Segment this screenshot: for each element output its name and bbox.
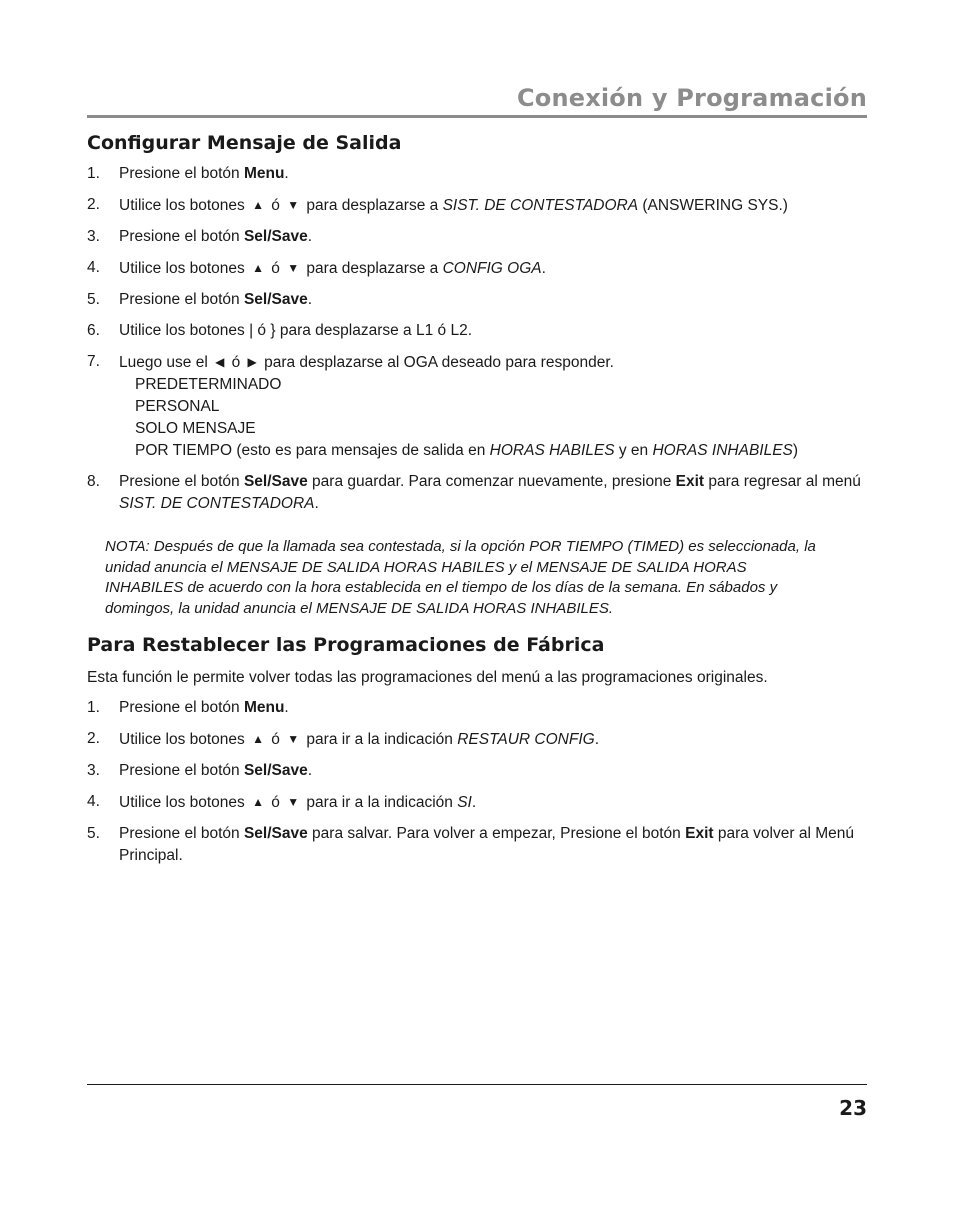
step-number: 2. (87, 730, 100, 747)
step-3 (87, 226, 867, 248)
step-6 (87, 320, 867, 342)
step-number: 7. (87, 353, 100, 370)
step-text: . (307, 762, 313, 779)
step-text: Utilice los botones (119, 197, 250, 214)
menu-option-label: CONFIG OGA (442, 260, 542, 277)
step-text: Presione el botón (119, 699, 244, 716)
option-text: HORAS INHABILES (652, 442, 793, 459)
option-item (135, 440, 867, 462)
step-text: . (284, 165, 289, 182)
step-text: . (307, 291, 313, 308)
step-4 (87, 257, 867, 280)
option-text: ) (792, 442, 799, 459)
step-number: 1. (87, 699, 100, 716)
step-number: 4. (87, 793, 100, 810)
step-text: ó (266, 260, 285, 277)
step-text: para ir a la indicación (302, 731, 458, 748)
sel-save-key-label: Sel/Save (243, 291, 308, 308)
option-text: POR TIEMPO (esto es para mensajes de salida en (135, 442, 490, 459)
menu-key-label: Menu (243, 165, 285, 182)
step-text: Luego use el (119, 354, 213, 371)
sel-save-key-label: Sel/Save (243, 825, 308, 842)
step-1 (87, 697, 867, 719)
step-number: 1. (87, 165, 100, 182)
step-text: ó (266, 731, 285, 748)
step-text: Utilice los botones (119, 731, 250, 748)
menu-option-label: SI (457, 794, 472, 811)
option-text: HORAS HABILES (489, 442, 615, 459)
step-text: para desplazarse a (302, 197, 443, 214)
menu-option-label: RESTAUR CONFIG (457, 731, 595, 748)
manual-page (87, 0, 867, 1215)
step-text: para ir a la indicación (302, 794, 458, 811)
step-text: Presione el botón (119, 291, 244, 308)
step-8 (87, 471, 867, 515)
option-item: SOLO MENSAJE (135, 420, 256, 437)
menu-option-label: SIST. DE CONTESTADORA (119, 495, 315, 512)
step-text: ó (266, 197, 285, 214)
step-text: (ANSWERING SYS.) (638, 197, 788, 214)
step-number: 8. (87, 473, 100, 490)
step-number: 2. (87, 196, 100, 213)
step-text: para desplazarse a (302, 260, 443, 277)
step-number: 6. (87, 322, 100, 339)
left-arrow-icon: ◀ (215, 355, 225, 369)
step-1 (87, 163, 867, 185)
option-text: y en (614, 442, 653, 459)
step-text: Presione el botón (119, 165, 244, 182)
step-2 (87, 194, 867, 217)
sel-save-key-label: Sel/Save (243, 762, 308, 779)
step-text: . (284, 699, 289, 716)
section-configurar-mensaje (87, 130, 867, 619)
section-title: Configurar Mensaje de Salida (87, 132, 402, 154)
step-number: 4. (87, 259, 100, 276)
exit-key-label: Exit (675, 473, 705, 490)
menu-key-label: Menu (243, 699, 285, 716)
step-text: para regresar al menú (704, 473, 861, 490)
option-item: PERSONAL (135, 398, 220, 415)
step-text: Utilice los botones (119, 794, 250, 811)
steps-list (87, 471, 867, 515)
footer-rule (87, 1084, 867, 1085)
up-arrow-icon: ▲ (252, 261, 264, 275)
up-arrow-icon: ▲ (252, 795, 264, 809)
step-text: para volver al Menú Principal. (119, 825, 854, 864)
step-number: 3. (87, 228, 100, 245)
step-text: Presione el botón (119, 228, 244, 245)
step-number: 3. (87, 762, 100, 779)
section-restablecer (87, 632, 867, 876)
section-intro: Esta función le permite volver todas las programaciones del menú a las programaciones originales. (87, 669, 768, 686)
step-number: 5. (87, 825, 100, 842)
step-text: Presione el botón (119, 825, 244, 842)
section-title: Para Restablecer las Programaciones de Fábrica (87, 634, 605, 656)
step-text: Presione el botón (119, 473, 244, 490)
step-text: . (471, 794, 477, 811)
step-5 (87, 289, 867, 311)
sel-save-key-label: Sel/Save (243, 473, 308, 490)
step-text: . (307, 228, 313, 245)
down-arrow-icon: ▼ (287, 261, 300, 275)
header-rule (87, 115, 867, 118)
step-text: para desplazarse al OGA deseado para responder. (259, 354, 614, 371)
step-text: para guardar. Para comenzar nuevamente, presione (307, 473, 676, 490)
running-header: Conexión y Programación (516, 84, 867, 112)
exit-key-label: Exit (685, 825, 714, 842)
step-text: . (594, 731, 600, 748)
up-arrow-icon: ▲ (252, 732, 264, 746)
up-arrow-icon: ▲ (252, 198, 264, 212)
step-text: para salvar. Para volver a empezar, Presione el botón (307, 825, 686, 842)
step-text: . (314, 495, 319, 512)
step-text: . (541, 260, 546, 277)
step-3 (87, 760, 867, 782)
page-number: 23 (839, 1096, 867, 1120)
step-2 (87, 728, 867, 751)
step-text: Presione el botón (119, 762, 244, 779)
down-arrow-icon: ▼ (287, 795, 300, 809)
steps-list (87, 163, 867, 374)
step-5 (87, 823, 867, 867)
option-item: PREDETERMINADO (135, 376, 282, 393)
note-paragraph: NOTA: Después de que la llamada sea contestada, si la opción POR TIEMPO (TIMED) es seleccionada, la unidad anuncia el MENSAJE DE SALIDA HORAS HABILES y el MENSAJE DE SALIDA HORAS INHABILES de acuerdo con la hora establecida en el tiempo de los días de la semana. En sábados y domingos, la unidad anuncia el MENSAJE DE SALIDA HORAS INHABILES. (105, 538, 816, 617)
sel-save-key-label: Sel/Save (243, 228, 308, 245)
step-text: ó (227, 354, 245, 371)
step-text: Utilice los botones | ó } para desplazarse a L1 ó L2. (119, 322, 472, 339)
step-text: ó (266, 794, 285, 811)
menu-option-label: SIST. DE CONTESTADORA (442, 197, 639, 214)
step-7 (87, 351, 867, 374)
down-arrow-icon: ▼ (287, 198, 300, 212)
step-text: Utilice los botones (119, 260, 250, 277)
step-4 (87, 791, 867, 814)
right-arrow-icon: ▶ (247, 355, 257, 369)
down-arrow-icon: ▼ (287, 732, 300, 746)
oga-options-list (135, 374, 867, 462)
step-number: 5. (87, 291, 100, 308)
steps-list (87, 697, 867, 867)
